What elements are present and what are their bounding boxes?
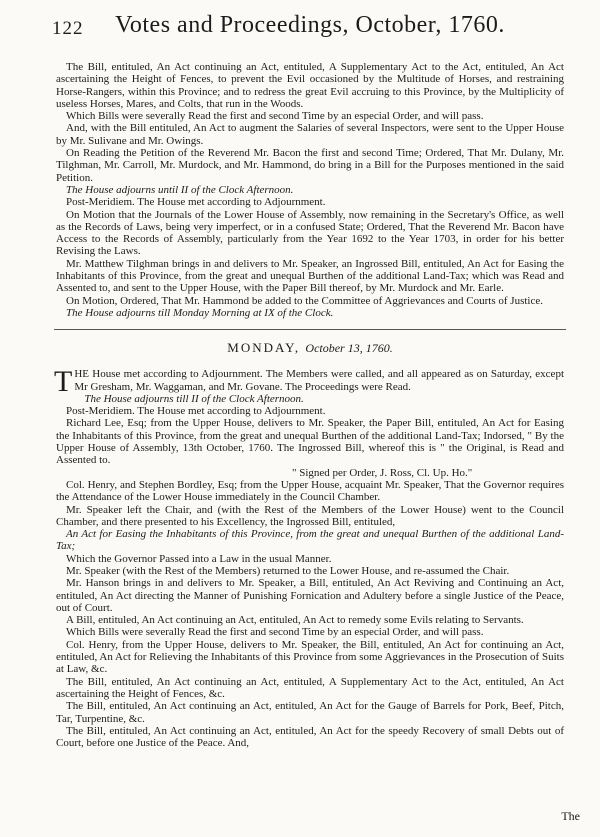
paragraph: On Motion, Ordered, That Mr. Hammond be added to the Committee of Aggrievances and Courts of Justice. [66, 294, 543, 307]
page-title: Votes and Proceedings, October, 1760. [115, 12, 505, 38]
paragraph: The House adjourns till II of the Clock Afternoon. [84, 392, 304, 405]
paragraph: On Motion that the Journals of the Lower House of Assembly, now remaining in the Secretary's Office, as well as the Records of Laws, being very imperfect, or in a confused State; Ordered, That the Reverend Mr. Bacon have Access to the Records of Assembly, particularly from the Year 1692 to the Year 1703, in order for his better Revising the Laws. [56, 208, 564, 258]
drop-cap: T [54, 365, 73, 399]
paragraph: Post-Meridiem. The House met according to Adjournment. [66, 196, 326, 209]
paragraph: Mr. Matthew Tilghman brings in and delivers to Mr. Speaker, an Ingrossed Bill, entituled, An Act for Easing the Inhabitants of this Province, from the great and unequal Burthen of the additional Land-Tax; which was Read and Assented to, and sent to the Upper House, with the Paper Bill thereof, by Mr. Murdock and Mr. Earle. [56, 257, 564, 295]
running-header [52, 0, 564, 40]
catchword: The [561, 809, 580, 823]
paragraph: Which Bills were severally Read the first and second Time by an especial Order, and will pass. [66, 110, 484, 123]
paragraph: Mr. Speaker (with the Rest of the Members) returned to the Lower House, and re-assumed the Chair. [66, 564, 510, 577]
paragraph: Col. Henry, and Stephen Bordley, Esq; from the Upper House, acquaint Mr. Speaker, That the Governor requires the Attendance of the Lower House immediately in the Council Chamber. [56, 478, 564, 504]
paragraph: The Bill, entituled, An Act continuing an Act, entituled, A Supplementary Act to the Act, entituled, An Act ascertaining the Height of Fences, &c. [56, 675, 564, 700]
paragraph: Post-Meridiem. The House met according to Adjournment. [66, 405, 326, 418]
paragraph: The Bill, entituled, An Act continuing an Act, entituled, An Act for the Gauge of Barrels for Pork, Beef, Pitch, Tar, Turpentine, &c. [56, 700, 564, 725]
paragraph: And, with the Bill entituled, An Act to augment the Salaries of several Inspectors, were sent to the Upper House by Mr. Sulivane and Mr. Owings. [56, 122, 564, 147]
page-number: 122 [52, 18, 84, 39]
paragraph: A Bill, entituled, An Act continuing an Act, entituled, An Act to remedy some Evils relating to Servants. [66, 614, 524, 627]
day-heading [56, 340, 564, 356]
paragraph: Which the Governor Passed into a Law in the usual Manner. [66, 552, 332, 565]
paragraph: An Act for Easing the Inhabitants of this Province, from the great and unequal Burthen of the additional Land-Tax; [56, 528, 564, 553]
section-divider [54, 329, 566, 330]
day-date: October 13, 1760. [305, 341, 393, 356]
paragraph: The House adjourns till Monday Morning at IX of the Clock. [66, 306, 334, 319]
paragraph: Richard Lee, Esq; from the Upper House, delivers to Mr. Speaker, the Paper Bill, entituled, An Act for Easing the Inhabitants of this Province, from the great and unequal Burthen of the additional Land-Tax; Indorsed, " By the Upper House of Assembly, 13th October, 1760. The Ingrossed Bill, whereof this is " the Original, is Read and Assented to. [56, 417, 564, 467]
paragraph: Which Bills were severally Read the first and second Time by an especial Order, and will pass. [66, 626, 484, 639]
paragraph: The Bill, entituled, An Act continuing an Act, entituled, A Supplementary Act to the Act, entituled, An Act ascertaining the Height of Fences, to prevent the Evil occasioned by the Multitude of Horses, and restraining Horse-Rangers, within this Province; and to redress the great Evil accruing to this Province, by the Multiplicity of useless Horses, Mares, and Colts, that run in the Woods. [56, 61, 564, 110]
opening-text: HE House met according to Adjournment. The Members were called, and all appeared as on Saturday, except Mr Gresham, Mr. Waggaman, and Mr. Govane. The Proceedings were Read. [74, 368, 564, 393]
paragraph: Mr. Speaker left the Chair, and (with the Rest of the Members of the Lower House) went to the Council Chamber, and there presented to his Excellency, the Ingrossed Bill, entituled, [56, 503, 564, 528]
section-monday-proceedings [54, 365, 564, 750]
day-name: MONDAY, [227, 340, 301, 356]
paragraph: Col. Henry, from the Upper House, delivers to Mr. Speaker, the Bill, entituled, An Act for continuing an Act, entituled, An Act for Relieving the Inhabitants of this Province from some Aggrievances in the Prosecution of Suits at Law, &c. [56, 638, 564, 676]
signature-line: " Signed per Order, J. Ross, Cl. Up. Ho." [292, 466, 473, 479]
paragraph: On Reading the Petition of the Reverend Mr. Bacon the first and second Time; Ordered, That Mr. Dulany, Mr. Tilghman, Mr. Carroll, Mr. Murdock, and Mr. Hammond, do bring in a Bill for the Purposes mentioned in the said Petition. [56, 147, 564, 184]
paragraph: Mr. Hanson brings in and delivers to Mr. Speaker, a Bill, entituled, An Act Reviving and Continuing an Act, entituled, An Act directing the Manner of Punishing Fornication and Adultery before a single Justice of the Peace, out of Court. [56, 577, 564, 614]
paragraph: The Bill, entituled, An Act continuing an Act, entituled, An Act for the speedy Recovery of small Debts out of Court, before one Justice of the Peace. And, [56, 724, 564, 750]
section-friday-proceedings [56, 61, 564, 319]
paragraph: The House adjourns until II of the Clock Afternoon. [66, 183, 294, 196]
